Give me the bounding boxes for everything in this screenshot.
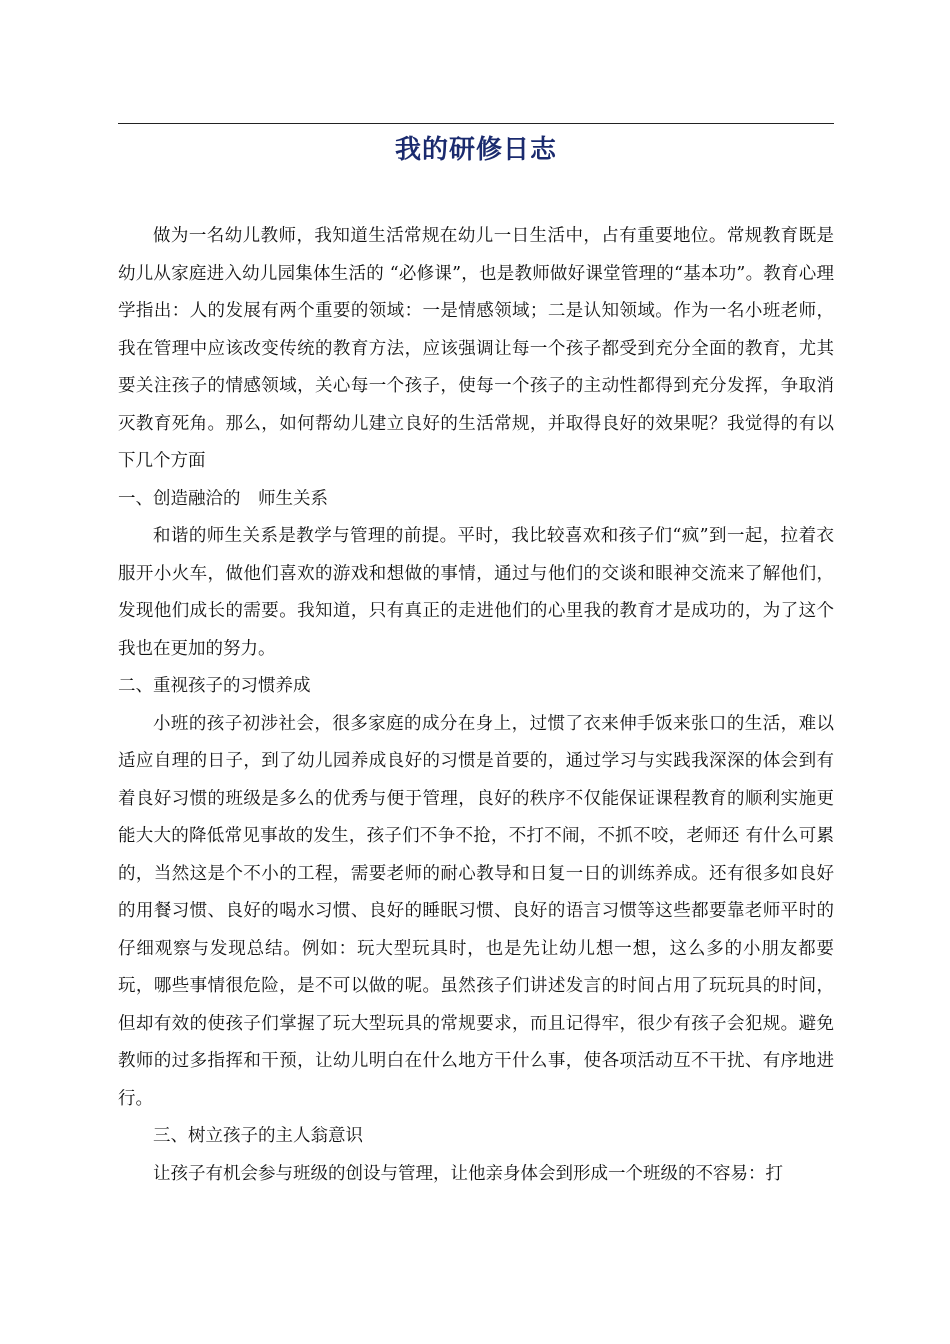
section-heading-1: 一、创造融洽的 师生关系 xyxy=(118,488,328,509)
section-heading-2: 二、重视孩子的习惯养成 xyxy=(118,676,311,696)
paragraph-section-1: 和谐的师生关系是教学与管理的前提。平时，我比较喜欢和孩子们“疯”到一起，拉着衣服开小火车，做他们喜欢的游戏和想做的事情，通过与他们的交谈和眼神交流来了解他们，发现他们成长的需要。我知道，只有真正的走进他们的心里我的教育才是成功的，为了这个我也在更加的努力。 xyxy=(118,526,834,659)
page-title: 我的研修日志 xyxy=(394,135,557,165)
paragraph-section-2: 小班的孩子初涉社会，很多家庭的成分在身上，过惯了衣来伸手饭来张口的生活，难以适应自理的日子，到了幼儿园养成良好的习惯是首要的，通过学习与实践我深深的体会到有着良好习惯的班级是多么的优秀与便于管理，良好的秩序不仅能保证课程教育的顺利实施更能大大的降低常见事故的发生，孩子们不争不抢，不打不闹，不抓不咬，老师还 有什么可累的，当然这是个不小的工程，需要老师的耐心教导和日复一日的训练养成。还有很多如良好的用餐习惯、良好的喝水习惯、良好的睡眠习惯、良好的语言习惯等这些都要靠老师平时的仔细观察与发现总结。例如：玩大型玩具时，也是先让幼儿想一想，这么多的小朋友都要玩，哪些事情很危险，是不可以做的呢。虽然孩子们讲述发言的时间占用了玩玩具的时间，但却有效的使孩子们掌握了玩大型玩具的常规要求，而且记得牢，很少有孩子会犯规。避免教师的过多指挥和干预，让幼儿明白在什么地方干什么事，使各项活动互不干扰、有序地进行。 xyxy=(118,713,834,1109)
section-heading-3: 三、树立孩子的主人翁意识 xyxy=(153,1126,363,1146)
document-body xyxy=(118,218,834,1193)
paragraph-section-3: 让孩子有机会参与班级的创设与管理，让他亲身体会到形成一个班级的不容易：打 xyxy=(153,1163,783,1184)
paragraph-intro: 做为一名幼儿教师，我知道生活常规在幼儿一日生活中，占有重要地位。常规教育既是幼儿从家庭进入幼儿园集体生活的 “必修课”，也是教师做好课堂管理的“基本功”。教育心理学指出：人的发展有两个重要的领域：一是情感领域；二是认知领域。作为一名小班老师，我在管理中应该改变传统的教育方法，应该强调让每一个孩子都受到充分全面的教育，尤其要关注孩子的情感领域，关心每一个孩子，使每一个孩子的主动性都得到充分发挥，争取消灭教育死角。那么，如何帮幼儿建立良好的生活常规，并取得良好的效果呢？我觉得的有以下几个方面 xyxy=(118,226,834,471)
header-rule xyxy=(118,123,834,124)
